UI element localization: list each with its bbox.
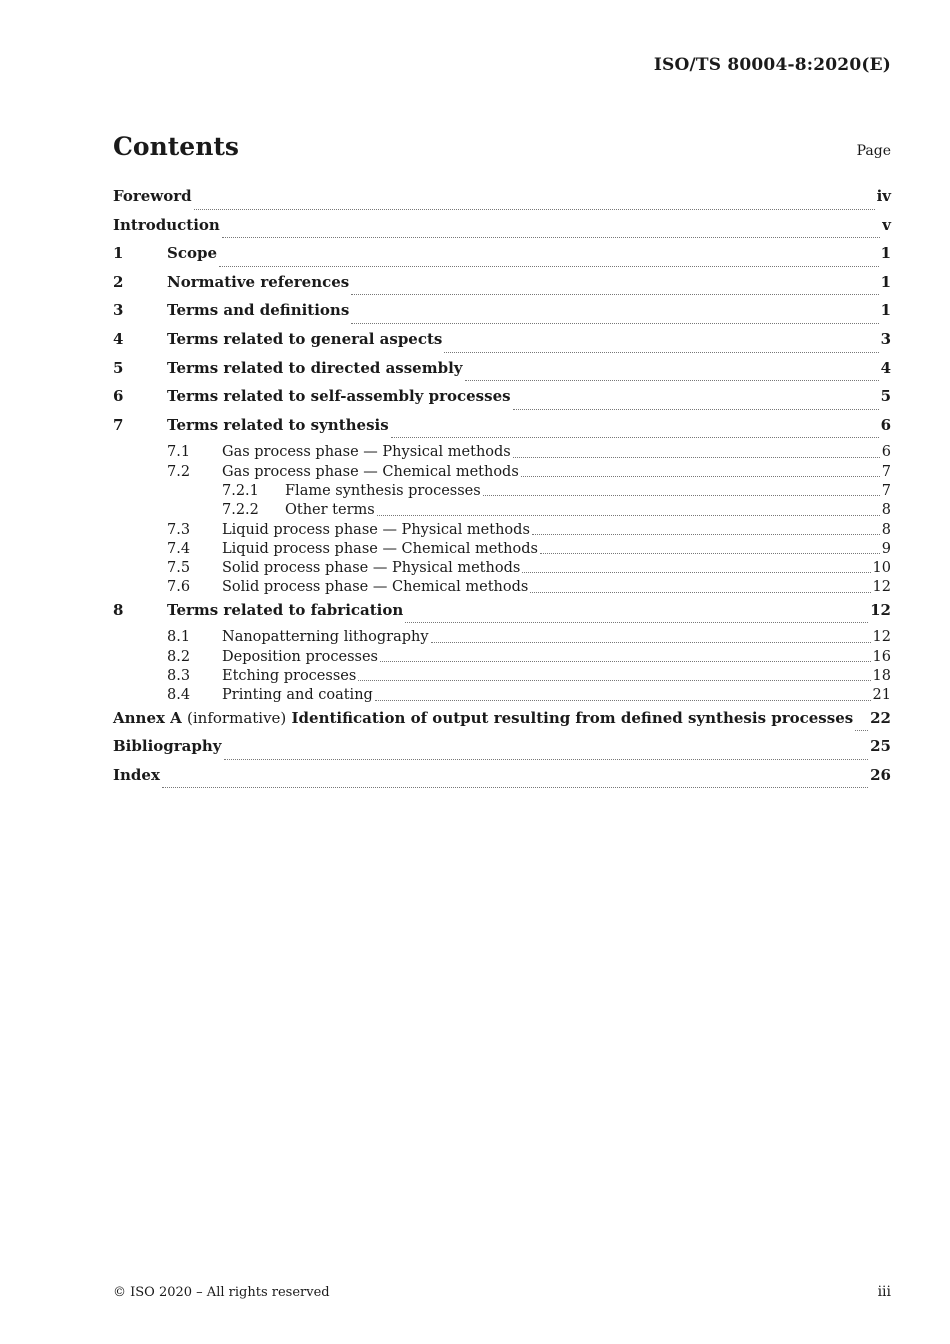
toc-leader-dots: [405, 621, 868, 623]
toc-entry-page: 1: [880, 301, 891, 320]
toc-entry-label: [167, 272, 349, 292]
toc-entry[interactable]: [113, 578, 891, 597]
toc-entry-title: Liquid process phase — Physical methods: [222, 521, 530, 538]
toc-entry-label: [222, 559, 520, 578]
toc-entry-title: Etching processes: [222, 667, 357, 684]
toc-entry-title: Terms and definitions: [167, 301, 350, 320]
toc-entry-page: 26: [870, 765, 891, 784]
toc-entry[interactable]: [113, 501, 891, 520]
toc-entry-page: 6: [880, 415, 891, 434]
toc-leader-dots: [522, 571, 870, 573]
toc-entry-subtitle: Identification of output resulting from defined synthesis processes: [291, 708, 854, 727]
toc-entry-page: 12: [870, 600, 891, 619]
toc-entry[interactable]: [113, 243, 891, 272]
toc-leader-dots: [162, 786, 868, 788]
toc-entry-page: iv: [876, 187, 891, 205]
toc-entry-number: 2: [113, 272, 124, 291]
toc-entry-number: 7.4: [167, 540, 191, 557]
toc-leader-dots: [465, 379, 879, 381]
toc-leader-dots: [530, 591, 870, 593]
toc-entry[interactable]: [113, 521, 891, 540]
toc-entry-label: [167, 415, 389, 435]
toc-entry-number: 6: [113, 387, 124, 406]
toc-entry-title: Terms related to synthesis: [167, 415, 389, 434]
toc-entry-title: Terms related to self-assembly processes: [167, 387, 511, 406]
toc-entry-page: 12: [872, 629, 891, 646]
toc-entry[interactable]: [113, 686, 891, 705]
toc-entry-title: Introduction: [113, 215, 220, 234]
toc-entry-label: [167, 386, 511, 406]
toc-entry-label: [222, 443, 511, 462]
toc-entry-page: 8: [881, 502, 891, 519]
toc-entry-title: Foreword: [113, 187, 192, 205]
page-column-label: Page: [856, 143, 891, 159]
toc-entry-page: 16: [872, 648, 891, 665]
page-number: iii: [877, 1284, 891, 1300]
toc-entry-number: 7.1: [167, 444, 191, 461]
toc-entry-title: Deposition processes: [222, 648, 378, 665]
toc-entry-page: 25: [870, 737, 891, 756]
toc-entry[interactable]: [113, 300, 891, 329]
toc-entry[interactable]: [113, 540, 891, 559]
toc-entry-label: [113, 736, 222, 756]
toc-leader-dots: [377, 514, 880, 516]
toc-entry-page: 1: [880, 272, 891, 291]
toc-entry[interactable]: [113, 186, 891, 215]
toc-entry-page: 12: [872, 579, 891, 596]
toc-entry-page: 5: [880, 387, 891, 406]
table-of-contents: [113, 186, 891, 793]
toc-entry-title: Bibliography: [113, 737, 222, 756]
toc-entry-title: Terms related to directed assembly: [167, 358, 463, 377]
toc-entry-title: Index: [113, 765, 160, 784]
toc-entry-number: 7.2.2: [222, 502, 259, 519]
toc-entry[interactable]: [113, 215, 891, 244]
toc-entry-number: 8.3: [167, 667, 191, 684]
toc-entry-label: [222, 463, 519, 482]
toc-leader-dots: [224, 758, 869, 760]
toc-entry-number: 8.1: [167, 629, 191, 646]
toc-entry-note: (informative): [187, 708, 287, 727]
toc-entry[interactable]: [113, 443, 891, 462]
toc-entry-page: 9: [881, 540, 891, 557]
toc-leader-dots: [380, 660, 871, 662]
toc-entry-label: [222, 578, 528, 597]
toc-entry-label: [113, 215, 220, 235]
toc-entry-label: [222, 628, 429, 647]
toc-leader-dots: [521, 475, 880, 477]
toc-entry-title: Gas process phase — Physical methods: [222, 444, 511, 461]
toc-leader-dots: [532, 533, 880, 535]
toc-entry-page: 10: [872, 560, 891, 577]
toc-entry-title: Normative references: [167, 272, 350, 291]
toc-entry-label: [113, 765, 160, 785]
toc-entry-number: 3: [113, 301, 124, 320]
toc-entry-number: 7.2: [167, 463, 191, 480]
toc-entry[interactable]: [113, 600, 891, 629]
toc-entry-label: [222, 686, 373, 705]
toc-entry-title: Nanopatterning lithography: [222, 629, 429, 646]
toc-leader-dots: [219, 265, 879, 267]
toc-entry-label: [222, 540, 538, 559]
page-title: Contents: [113, 132, 240, 161]
toc-entry[interactable]: [113, 559, 891, 578]
toc-leader-dots: [431, 641, 871, 643]
toc-entry-label: [167, 358, 463, 378]
toc-entry-title: Solid process phase — Physical methods: [222, 560, 521, 577]
toc-entry[interactable]: [113, 272, 891, 301]
toc-entry-number: 7.6: [167, 579, 191, 596]
toc-entry-label: [167, 600, 403, 620]
toc-leader-dots: [351, 293, 878, 295]
toc-entry-number: 7.3: [167, 521, 191, 538]
toc-leader-dots: [375, 699, 871, 701]
toc-entry-title: Printing and coating: [222, 687, 373, 704]
toc-entry-label: [285, 501, 375, 520]
toc-entry-title: Liquid process phase — Chemical methods: [222, 540, 538, 557]
toc-entry-page: 6: [881, 444, 891, 461]
toc-entry-page: 3: [880, 329, 891, 348]
toc-entry-number: 7.5: [167, 560, 191, 577]
toc-entry-page: 8: [881, 521, 891, 538]
toc-entry-number: 8.4: [167, 687, 191, 704]
toc-entry-title: Annex A: [113, 708, 182, 727]
toc-entry-title: Gas process phase — Chemical methods: [222, 463, 519, 480]
toc-leader-dots: [391, 436, 879, 438]
toc-entry-page: 7: [881, 482, 891, 499]
toc-leader-dots: [855, 729, 868, 731]
toc-entry-title: Other terms: [285, 502, 375, 519]
toc-entry-number: 5: [113, 358, 124, 377]
toc-leader-dots: [351, 322, 878, 324]
toc-entry[interactable]: [113, 482, 891, 501]
toc-entry-label: [167, 329, 442, 349]
toc-entry-page: 18: [872, 667, 891, 684]
toc-entry-number: 7.2.1: [222, 482, 259, 499]
toc-entry[interactable]: [113, 667, 891, 686]
toc-entry-number: 8.2: [167, 648, 191, 665]
toc-leader-dots: [513, 408, 879, 410]
toc-entry[interactable]: [113, 386, 891, 415]
toc-entry-label: [167, 243, 217, 263]
toc-entry-label: [222, 667, 356, 686]
toc-entry[interactable]: [113, 463, 891, 482]
toc-entry[interactable]: [113, 736, 891, 765]
toc-leader-dots: [358, 679, 870, 681]
toc-entry-label: [167, 300, 349, 320]
toc-entry[interactable]: [113, 765, 891, 794]
toc-entry-label: [113, 708, 853, 728]
toc-entry-page: 4: [880, 358, 891, 377]
toc-entry-title: Solid process phase — Chemical methods: [222, 579, 529, 596]
toc-leader-dots: [483, 494, 880, 496]
toc-leader-dots: [513, 456, 880, 458]
toc-entry-number: 1: [113, 244, 124, 263]
toc-entry-title: Scope: [167, 244, 218, 263]
toc-entry[interactable]: [113, 648, 891, 667]
toc-entry-label: [222, 521, 530, 540]
toc-entry-title: Flame synthesis processes: [285, 482, 481, 499]
toc-entry[interactable]: [113, 708, 891, 737]
toc-entry-number: 4: [113, 329, 124, 348]
toc-entry-label: [285, 482, 481, 501]
toc-entry[interactable]: [113, 415, 891, 444]
toc-leader-dots: [194, 208, 875, 210]
toc-entry-page: 21: [872, 687, 891, 704]
toc-entry[interactable]: [113, 329, 891, 358]
toc-entry-page: 1: [880, 244, 891, 263]
toc-entry-number: 7: [113, 415, 124, 434]
toc-entry-number: 8: [113, 600, 124, 619]
toc-leader-dots: [444, 351, 878, 353]
document-standard-id: ISO/TS 80004-8:2020(E): [653, 55, 891, 75]
toc-leader-dots: [540, 552, 880, 554]
toc-entry-title: Terms related to general aspects: [167, 329, 443, 348]
toc-entry-label: [222, 648, 378, 667]
toc-entry[interactable]: [113, 358, 891, 387]
toc-entry-page: v: [882, 215, 891, 234]
toc-entry-label: [113, 186, 192, 206]
toc-entry-title: Terms related to fabrication: [167, 600, 404, 619]
toc-entry-page: 22: [870, 708, 891, 727]
toc-entry[interactable]: [113, 628, 891, 647]
toc-leader-dots: [222, 236, 880, 238]
toc-entry-page: 7: [881, 463, 891, 480]
copyright-notice: © ISO 2020 – All rights reserved: [113, 1285, 330, 1300]
